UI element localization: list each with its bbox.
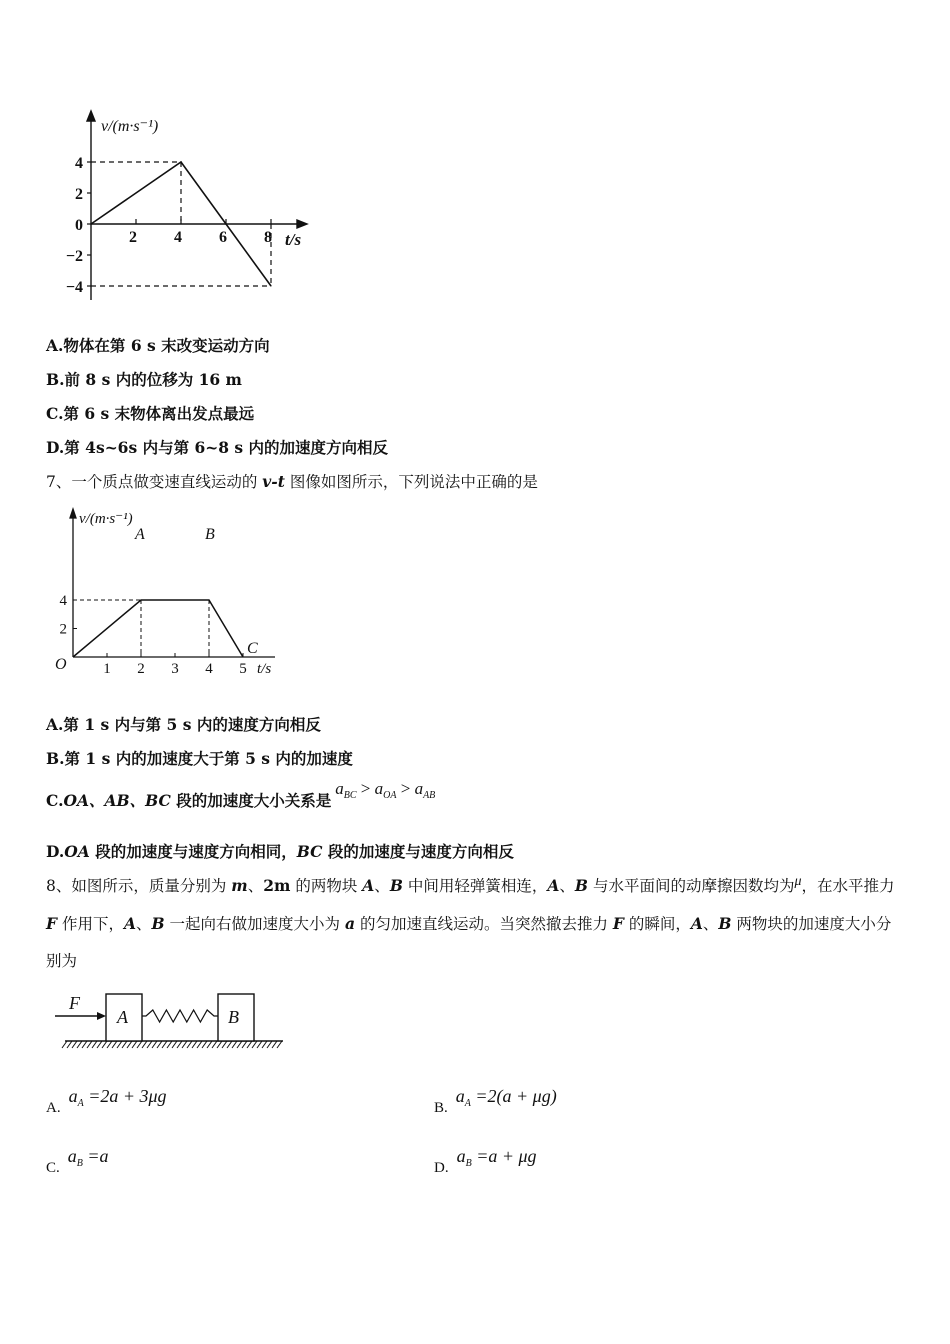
ground-hatch [172, 1041, 177, 1048]
ground-hatch [67, 1041, 72, 1048]
ground-hatch [232, 1041, 237, 1048]
ground-hatch [152, 1041, 157, 1048]
ground-hatch [107, 1041, 112, 1048]
ground-hatch [137, 1041, 142, 1048]
y-tick-label: −2 [65, 248, 83, 265]
ground-hatch [117, 1041, 122, 1048]
q6-option-d: D.第 4s~6s 内与第 6~8 s 内的加速度方向相反 [46, 438, 389, 457]
y-axis-label: v/(m·s⁻¹) [101, 118, 159, 135]
ground-hatch [142, 1041, 147, 1048]
acceleration-inequality: $a_{BC} > a_{OA} > a_{AB}$ [335, 779, 436, 801]
y-tick-label: 4 [75, 155, 83, 172]
x-tick-label: 1 [103, 661, 111, 677]
q6-option-c: C.第 6 s 末物体离出发点最远 [46, 404, 255, 423]
ground-hatch [82, 1041, 87, 1048]
q8-stem-line-3: 别为 [46, 952, 78, 970]
ground-hatch [92, 1041, 97, 1048]
q8-option-c: $C.a_B =a$ [46, 1146, 109, 1176]
ground-hatch [267, 1041, 272, 1048]
x-tick-label: 2 [129, 229, 137, 246]
ground-hatch [247, 1041, 252, 1048]
x-axis-label: t/s [285, 230, 302, 249]
y-tick-label: −4 [65, 279, 83, 296]
blocks-spring-figure [55, 988, 295, 1050]
ground-hatch [97, 1041, 102, 1048]
origin-label: O [55, 656, 67, 673]
ground-hatch [162, 1041, 167, 1048]
q6-option-a: A.物体在第 6 s 末改变运动方向 [46, 336, 270, 355]
x-axis-label: t/s [257, 661, 272, 677]
block-b-label: B [228, 1007, 239, 1027]
ground-hatch [197, 1041, 202, 1048]
x-tick-label: 8 [264, 229, 272, 246]
ground-hatch [242, 1041, 247, 1048]
ground-hatch [257, 1041, 262, 1048]
ground-hatch [207, 1041, 212, 1048]
x-tick-label: 3 [171, 661, 179, 677]
ground-hatch [167, 1041, 172, 1048]
spring [142, 1010, 218, 1022]
ground-hatch [192, 1041, 197, 1048]
ground-hatch [177, 1041, 182, 1048]
ground-hatch [202, 1041, 207, 1048]
y-tick-label: 4 [59, 593, 67, 609]
q8-option-b: $B.a_A =2(a + \mu g)$ [434, 1086, 557, 1116]
x-tick-label: 5 [239, 661, 247, 677]
ground-hatch [127, 1041, 132, 1048]
ground-hatch [72, 1041, 77, 1048]
q7-stem: 7、一个质点做变速直线运动的 v-t 图像如图所示，下列说法中正确的是 [46, 472, 538, 491]
ground-hatch [222, 1041, 227, 1048]
ground-hatch [277, 1041, 282, 1048]
y-axis-label: v/(m·s⁻¹) [79, 511, 133, 527]
ground-hatch [122, 1041, 127, 1048]
point-label-b: B [205, 526, 215, 543]
x-tick-label: 6 [219, 229, 227, 246]
q7-option-a: A.第 1 s 内与第 5 s 内的速度方向相反 [46, 715, 321, 734]
q7-option-d: D.OA 段的加速度与速度方向相同，BC 段的加速度与速度方向相反 [46, 842, 514, 861]
x-tick-label: 4 [205, 661, 213, 677]
vt-chart-1 [55, 105, 325, 315]
q7-option-c: C.OA、AB、BC 段的加速度大小关系是$a_{BC} > a_{OA} > a_{AB}$ [46, 779, 436, 810]
q6-option-b: B.前 8 s 内的位移为 16 m [46, 370, 242, 389]
y-tick-label: 0 [75, 217, 83, 234]
x-axis-arrow [297, 220, 307, 228]
force-arrow-head [97, 1012, 106, 1020]
point-label-c: C [247, 640, 258, 657]
ground-hatch [62, 1041, 67, 1048]
ground-hatch [237, 1041, 242, 1048]
ground-hatch [77, 1041, 82, 1048]
y-axis-arrow [87, 111, 95, 121]
ground-hatch [262, 1041, 267, 1048]
force-label: F [69, 993, 80, 1013]
series-line [73, 600, 243, 657]
q8-stem-line-1: 8、如图所示，质量分别为 m、2m 的两物块 A、B 中间用轻弹簧相连，A、B 与水平面间的动摩擦因数均为μ，在水平推力 [46, 874, 895, 895]
ground-hatch [187, 1041, 192, 1048]
x-tick-label: 4 [174, 229, 182, 246]
ground-hatch [87, 1041, 92, 1048]
y-axis-arrow [70, 509, 76, 518]
ground-hatch [217, 1041, 222, 1048]
q8-stem-line-2: F 作用下，A、B 一起向右做加速度大小为 a 的匀加速直线运动。当突然撤去推力 F 的瞬间，A、B 两物块的加速度大小分 [46, 914, 892, 933]
q8-option-d: $D.a_B =a + \mu g$ [434, 1146, 537, 1176]
ground-hatch [157, 1041, 162, 1048]
q8-option-a: $A.a_A =2a + 3\mu g$ [46, 1086, 167, 1116]
vt-chart-2 [45, 505, 295, 685]
ground-hatch [212, 1041, 217, 1048]
ground-hatch [132, 1041, 137, 1048]
point-label-a: A [135, 526, 145, 543]
ground-hatch [112, 1041, 117, 1048]
block-a-label: A [117, 1007, 128, 1027]
ground-hatch [147, 1041, 152, 1048]
ground-hatch [272, 1041, 277, 1048]
ground-hatch [182, 1041, 187, 1048]
x-tick-label: 2 [137, 661, 145, 677]
ground-hatch [102, 1041, 107, 1048]
ground-hatch [227, 1041, 232, 1048]
ground-hatch [252, 1041, 257, 1048]
y-tick-label: 2 [59, 621, 67, 638]
q7-option-b: B.第 1 s 内的加速度大于第 5 s 内的加速度 [46, 749, 353, 768]
y-tick-label: 2 [75, 186, 83, 203]
